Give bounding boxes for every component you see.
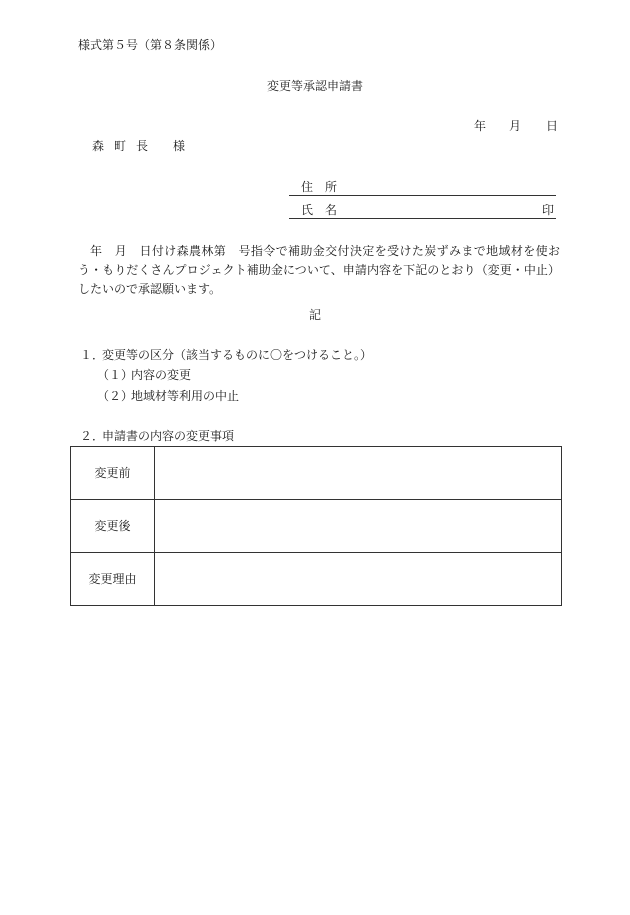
section1-option-discontinue[interactable] <box>97 390 239 402</box>
document-title: 変更等承認申請書 <box>266 79 363 93</box>
addressee-honorific: 様 <box>173 139 186 153</box>
after-label: 変更後 <box>71 500 155 553</box>
name-field[interactable] <box>289 203 556 219</box>
option1-number: （１） <box>97 368 134 382</box>
ki-heading: 記 <box>308 308 321 322</box>
date-line <box>474 120 558 132</box>
section2-title: 申請書の内容の変更事項 <box>102 429 235 443</box>
reason-label: 変更理由 <box>71 553 155 606</box>
address-field[interactable] <box>289 180 556 196</box>
date-month: 月 <box>509 119 522 133</box>
table-row-reason <box>71 553 562 606</box>
before-label: 変更前 <box>71 447 155 500</box>
before-input-cell[interactable] <box>155 447 562 500</box>
date-day: 日 <box>546 119 559 133</box>
change-details-table <box>70 446 562 606</box>
section1-option-content-change[interactable] <box>97 369 191 381</box>
section1-heading <box>80 349 372 361</box>
section2-heading <box>80 430 234 442</box>
date-year: 年 <box>474 119 487 133</box>
name-label: 氏 名 <box>301 203 338 217</box>
table-row-after <box>71 500 562 553</box>
option2-number: （２） <box>97 389 134 403</box>
option1-label: 内容の変更 <box>131 368 192 382</box>
section1-title: 変更等の区分（該当するものに〇をつけること。） <box>102 348 373 362</box>
reason-input-cell[interactable] <box>155 553 562 606</box>
address-label: 住 所 <box>301 180 338 194</box>
table-row-before <box>71 447 562 500</box>
addressee-mori: 森 <box>92 139 105 153</box>
section2-number: ２． <box>80 429 105 443</box>
section1-number: １． <box>80 348 105 362</box>
form-number: 様式第５号（第８条関係） <box>78 38 223 52</box>
after-input-cell[interactable] <box>155 500 562 553</box>
addressee-head: 長 <box>136 139 149 153</box>
addressee-cho: 町 <box>114 139 127 153</box>
seal-mark: 印 <box>541 203 554 217</box>
option2-label: 地域材等利用の中止 <box>131 389 240 403</box>
addressee <box>92 140 185 152</box>
request-body-text: 年 月 日付け森農林第 号指令で補助金交付決定を受けた炭ずみまで地域材を使おう・もりだくさんプロジェクト補助金について、申請内容を下記のとおり（変更・中止）したいので承認願います。 <box>78 244 560 296</box>
